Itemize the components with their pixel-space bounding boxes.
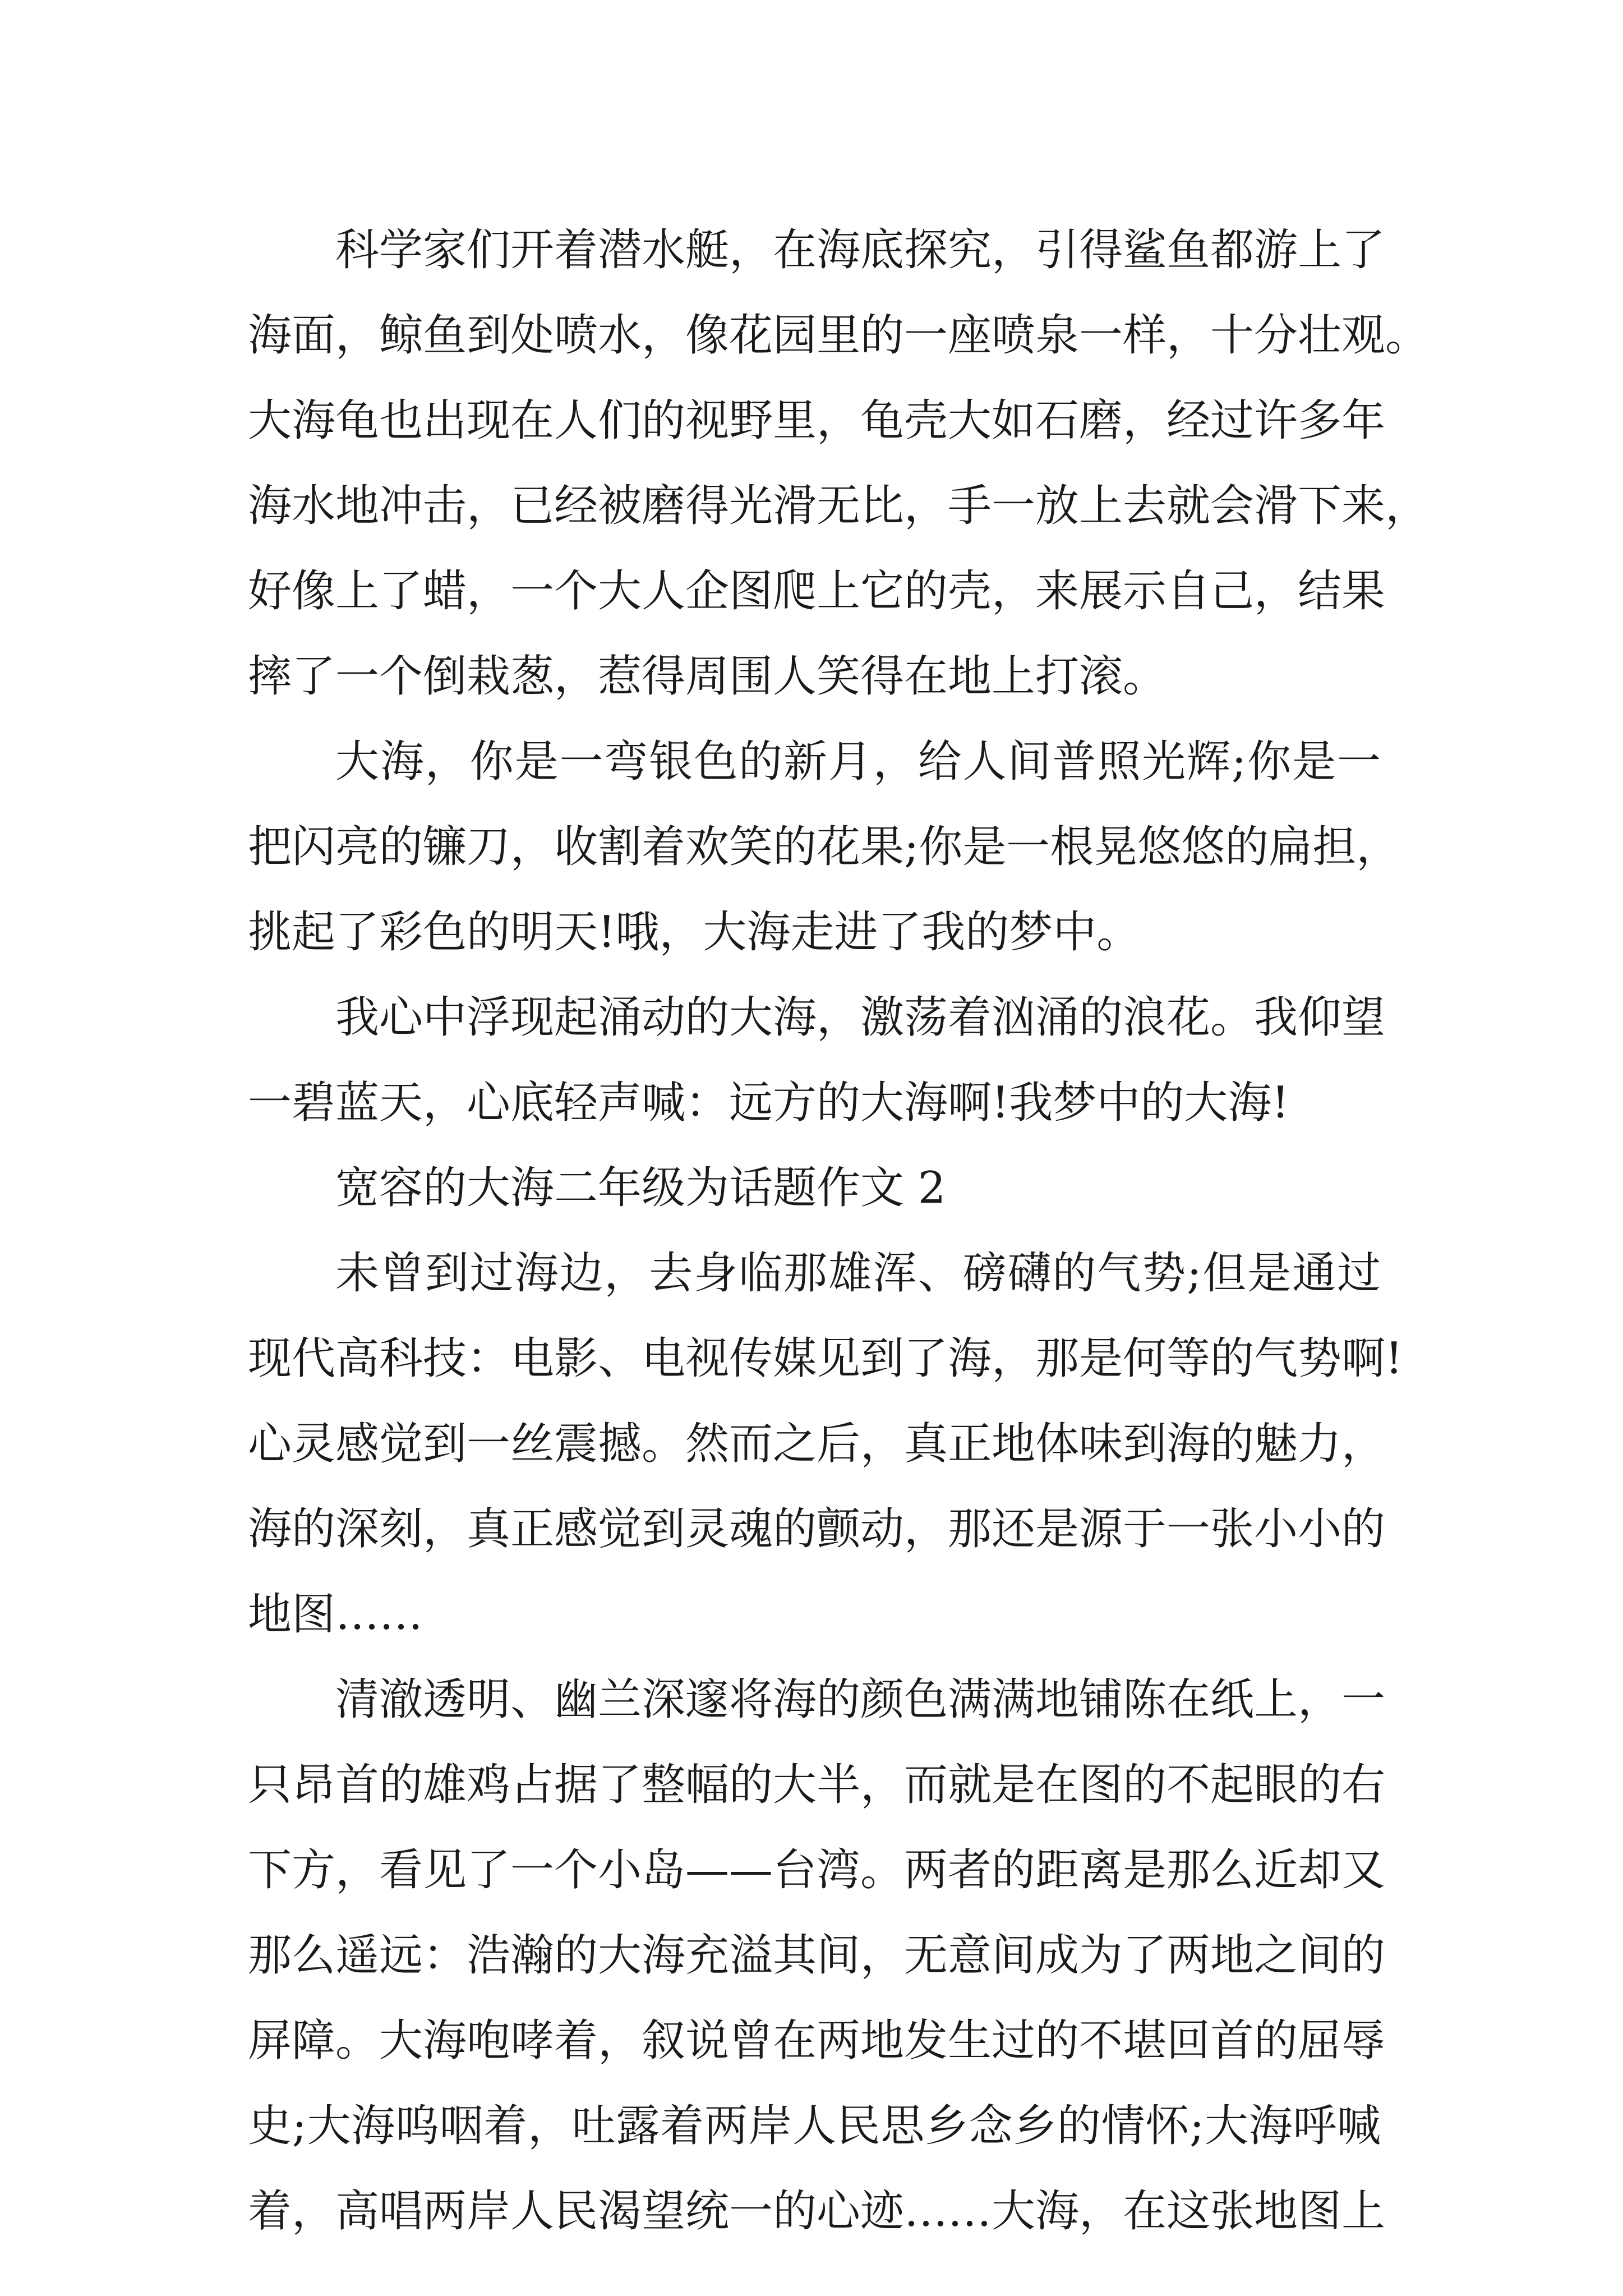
text-line: 好像上了蜡，一个大人企图爬上它的壳，来展示自己，结果 [248, 566, 1386, 616]
paragraph [248, 1231, 1403, 1657]
text-line: 着，高唱两岸人民渴望统一的心迹……大海，在这张地图上 [248, 2186, 1386, 2237]
text-line: 海的深刻，真正感觉到灵魂的颤动，那还是源于一张小小的 [248, 1504, 1386, 1554]
text-line: 一碧蓝天，心底轻声喊：远方的大海啊!我梦中的大海! [248, 1078, 1289, 1128]
section-heading [248, 1145, 1381, 1231]
text-line: 心灵感觉到一丝震撼。然而之后，真正地体味到海的魅力， [248, 1419, 1386, 1469]
paragraph [248, 975, 1386, 1145]
text-line: 海面，鲸鱼到处喷水，像花园里的一座喷泉一样，十分壮观。 [248, 310, 1430, 361]
text-line: 把闪亮的镰刀，收割着欢笑的花果;你是一根晃悠悠的扁担， [248, 822, 1400, 872]
text-line: 我心中浮现起涌动的大海，激荡着汹涌的浪花。我仰望 [335, 992, 1386, 1043]
text-line: 摔了一个倒栽葱，惹得周围人笑得在地上打滚。 [248, 651, 1167, 702]
paragraph [248, 1657, 1386, 2254]
heading-text: 宽容的大海二年级为话题作文 2 [335, 1163, 946, 1213]
text-line: 只昂首的雄鸡占据了整幅的大半，而就是在图的不起眼的右 [248, 1760, 1386, 1810]
text-line: 海水地冲击，已经被磨得光滑无比，手一放上去就会滑下来， [248, 481, 1430, 531]
text-line: 地图…… [248, 1589, 423, 1640]
text-line: 下方，看见了一个小岛——台湾。两者的距离是那么近却又 [248, 1845, 1386, 1895]
document-body [248, 208, 1430, 2254]
text-line: 史;大海呜咽着，吐露着两岸人民思乡念乡的情怀;大海呼喊 [248, 2101, 1381, 2151]
text-line: 科学家们开着潜水艇，在海底探究，引得鲨鱼都游上了 [335, 225, 1386, 275]
paragraph [248, 208, 1430, 719]
text-line: 屏障。大海咆哮着，叙说曾在两地发生过的不堪回首的屈辱 [248, 2016, 1386, 2066]
text-line: 大海，你是一弯银色的新月，给人间普照光辉;你是一 [335, 737, 1381, 787]
text-line: 现代高科技：电影、电视传媒见到了海，那是何等的气势啊! [248, 1333, 1403, 1384]
text-line: 清澈透明、幽兰深邃将海的颜色满满地铺陈在纸上，一 [335, 1674, 1386, 1725]
text-line: 未曾到过海边，去身临那雄浑、磅礴的气势;但是通过 [335, 1248, 1381, 1299]
text-line: 大海龟也出现在人们的视野里，龟壳大如石磨，经过许多年 [248, 395, 1386, 446]
text-line: 挑起了彩色的明天!哦，大海走进了我的梦中。 [248, 907, 1141, 958]
paragraph [248, 719, 1400, 975]
text-line: 那么遥远：浩瀚的大海充溢其间，无意间成为了两地之间的 [248, 1930, 1386, 1981]
